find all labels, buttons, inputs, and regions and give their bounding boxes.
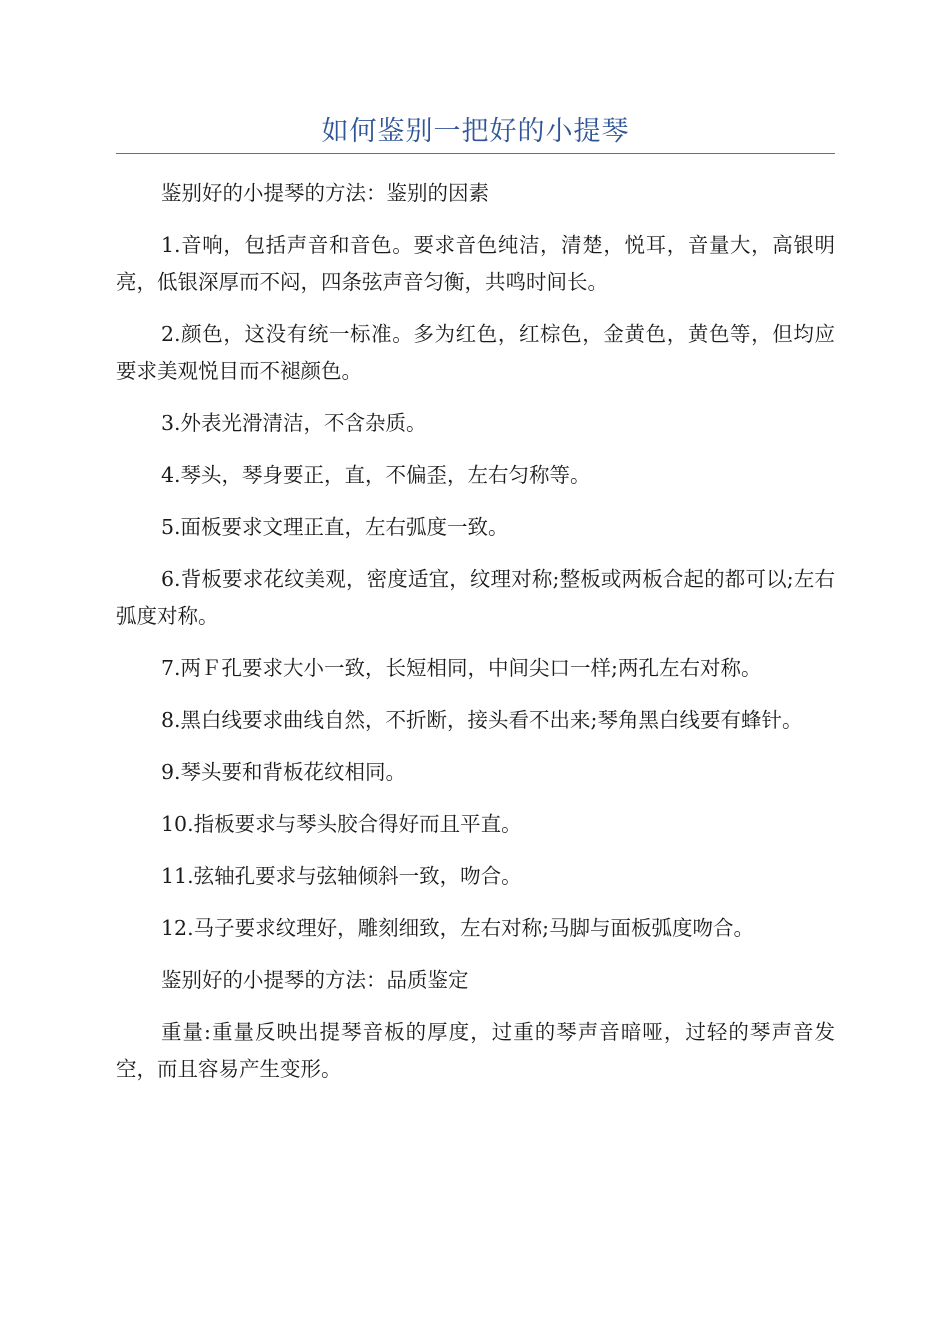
document-title: 如何鉴别一把好的小提琴 bbox=[321, 116, 630, 147]
title-underline bbox=[116, 153, 835, 154]
paragraph-weight: 重量:重量反映出提琴音板的厚度，过重的琴声音暗哑，过轻的琴声音发空，而且容易产生变形。 bbox=[116, 1020, 835, 1081]
paragraph-1: 1.音响，包括声音和音色。要求音色纯洁，清楚，悦耳，音量大，高银明亮，低银深厚而不闷，四条弦声音匀衡，共鸣时间长。 bbox=[116, 233, 835, 294]
paragraph-3: 3.外表光滑清洁，不含杂质。 bbox=[161, 411, 427, 435]
paragraph-11: 11.弦轴孔要求与弦轴倾斜一致，吻合。 bbox=[161, 864, 522, 888]
paragraph-10: 10.指板要求与琴头胶合得好而且平直。 bbox=[161, 812, 522, 836]
paragraph-2: 2.颜色，这没有统一标准。多为红色，红棕色，金黄色，黄色等，但均应要求美观悦目而不褪颜色。 bbox=[116, 322, 835, 383]
document-body bbox=[116, 175, 835, 1103]
section-heading-quality: 鉴别好的小提琴的方法：品质鉴定 bbox=[161, 968, 469, 992]
paragraph-6: 6.背板要求花纹美观，密度适宜，纹理对称;整板或两板合起的都可以;左右弧度对称。 bbox=[116, 567, 835, 628]
paragraph-7: 7.两Ｆ孔要求大小一致，长短相同，中间尖口一样;两孔左右对称。 bbox=[161, 656, 762, 680]
paragraph-9: 9.琴头要和背板花纹相同。 bbox=[161, 760, 407, 784]
paragraph-12: 12.马子要求纹理好，雕刻细致，左右对称;马脚与面板弧度吻合。 bbox=[161, 916, 755, 940]
paragraph-8: 8.黑白线要求曲线自然，不折断，接头看不出来;琴角黑白线要有蜂针。 bbox=[161, 708, 803, 732]
paragraph-4: 4.琴头，琴身要正，直，不偏歪，左右匀称等。 bbox=[161, 463, 591, 487]
section-heading-factors: 鉴别好的小提琴的方法：鉴别的因素 bbox=[161, 181, 489, 205]
paragraph-5: 5.面板要求文理正直，左右弧度一致。 bbox=[161, 515, 509, 539]
